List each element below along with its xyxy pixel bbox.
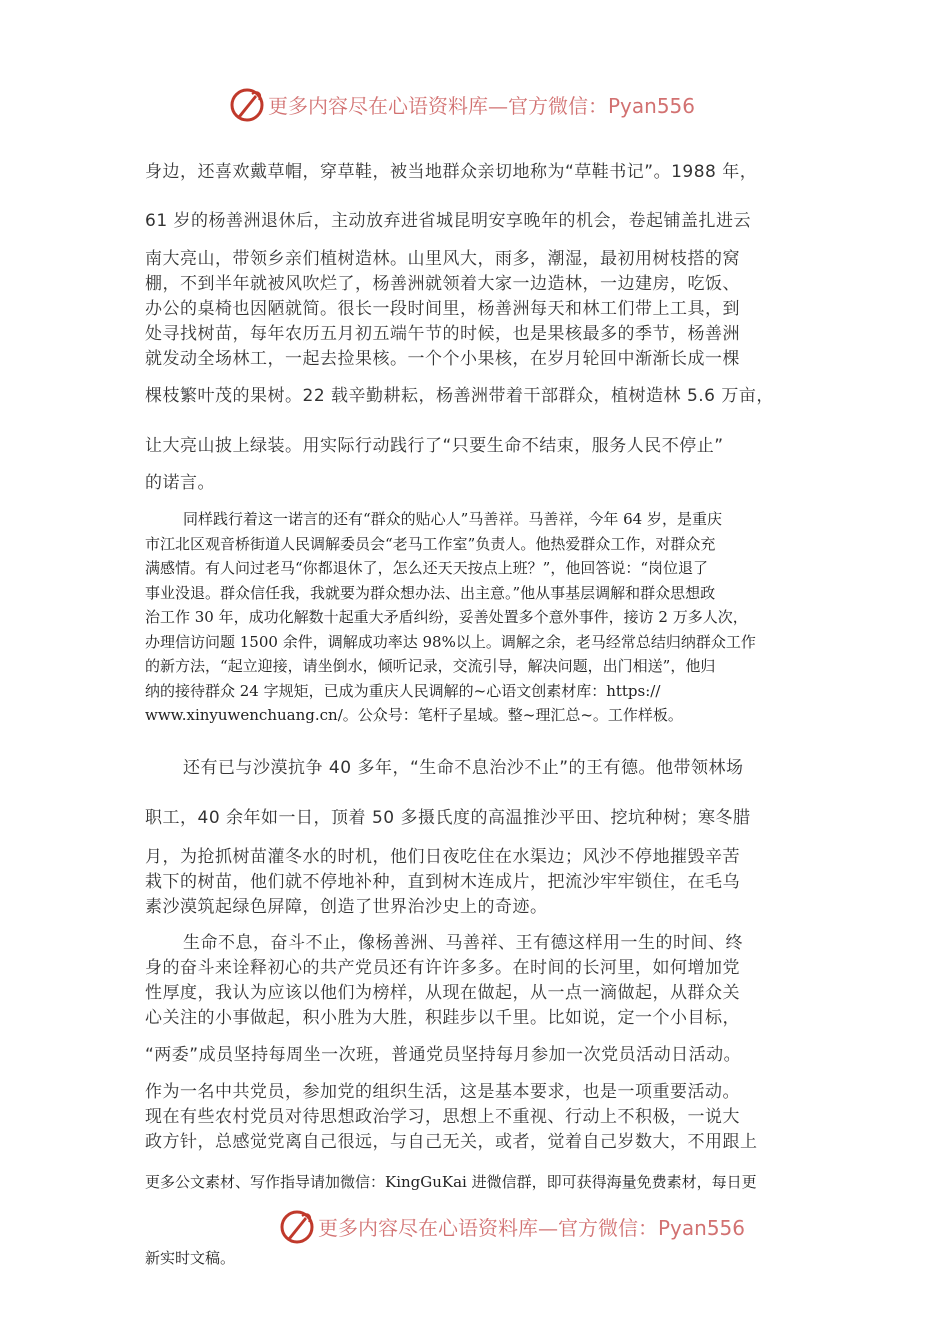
footer-watermark [0,1208,950,1248]
footer-line-2: 新实时文稿。 [145,1249,236,1267]
text-line: 南大亮山，带领乡亲们植树造林。山里风大，雨多，潮湿，最初用树枝搭的窝 [145,249,740,269]
text-line: 满感情。有人问过老马“你都退休了，怎么还天天按点上班？”，他回答说：“岗位退了 [145,559,709,577]
text-line: www.xinyuwenchuang.cn/。公众号：笔杆子星域。整~理汇总~。工作样板。 [145,706,683,724]
header-dash: — [488,94,508,118]
text-line: 纳的接待群众 24 字规矩，已成为重庆人民调解的~心语文创素材库：https:// [145,682,661,700]
footer-wechat-id: Pyan556 [658,1216,746,1240]
quill-logo-icon [278,1208,316,1246]
text-line: 办理信访问题 1500 余件，调解成功率达 98%以上。调解之余，老马经常总结归纳群众工作 [145,633,756,651]
text-line: 作为一名中共党员，参加党的组织生活，这是基本要求，也是一项重要活动。 [145,1082,740,1102]
text-line: 处寻找树苗，每年农历五月初五端午节的时候，也是果核最多的季节，杨善洲 [145,324,740,344]
text-line: 栽下的树苗，他们就不停地补种，直到树木连成片，把流沙牢牢锁住，在毛乌 [145,872,740,892]
header-watermark [0,86,950,126]
text-line: 现在有些农村党员对待思想政治学习，思想上不重视、行动上不积极，一说大 [145,1107,740,1127]
text-line: 事业没退。群众信任我，我就要为群众想办法、出主意。”他从事基层调解和群众思想政 [145,584,716,602]
text-line: 身边，还喜欢戴草帽，穿草鞋，被当地群众亲切地称为“草鞋书记”。1988 年， [145,162,758,182]
text-line: 市江北区观音桥街道人民调解委员会“老马工作室”负责人。他热爱群众工作，对群众充 [145,535,716,553]
footer-watermark-text [318,1212,745,1241]
text-line: 还有已与沙漠抗争 40 多年，“生命不息治沙不止”的王有德。他带领林场 [183,758,744,778]
footer-wechat-label: 官方微信： [558,1216,658,1240]
text-line: 棵枝繁叶茂的果树。22 载辛勤耕耘，杨善洲带着干部群众，植树造林 5.6 万亩， [145,386,774,406]
text-line: 职工，40 余年如一日，顶着 50 多摄氏度的高温推沙平田、挖坑种树；寒冬腊 [145,808,751,828]
text-line: “两委”成员坚持每周坐一次班，普通党员坚持每月参加一次党员活动日活动。 [145,1045,742,1065]
text-line: 素沙漠筑起绿色屏障，创造了世界治沙史上的奇迹。 [145,897,548,917]
text-line: 治工作 30 年，成功化解数十起重大矛盾纠纷，妥善处置多个意外事件，接访 2 万多人次， [145,608,748,626]
text-line: 的新方法，“起立迎接，请坐倒水，倾听记录，交流引导，解决问题，出门相送”，他归 [145,657,716,675]
text-line: 办公的桌椅也因陋就简。很长一段时间里，杨善洲每天和林工们带上工具，到 [145,299,740,319]
text-line: 性厚度，我认为应该以他们为榜样，从现在做起，从一点一滴做起，从群众关 [145,983,740,1003]
text-line: 同样践行着这一诺言的还有“群众的贴心人”马善祥。马善祥，今年 64 岁，是重庆 [183,510,722,528]
footer-line-1: 更多公文素材、写作指导请加微信：KingGuKai 进微信群，即可获得海量免费素材，每日更 [145,1173,757,1191]
text-line: 棚，不到半年就被风吹烂了，杨善洲就领着大家一边造林，一边建房，吃饭、 [145,274,740,294]
text-line: 的诺言。 [145,473,215,493]
text-line: 61 岁的杨善洲退休后，主动放弃进省城昆明安享晚年的机会，卷起铺盖扎进云 [145,211,752,231]
text-line: 让大亮山披上绿装。用实际行动践行了“只要生命不结束，服务人民不停止” [145,436,724,456]
footer-brand: 更多内容尽在心语资料库 [318,1216,538,1240]
text-line: 生命不息，奋斗不止，像杨善洲、马善祥、王有德这样用一生的时间、终 [183,933,743,953]
text-line: 月，为抢抓树苗灌冬水的时机，他们日夜吃住在水渠边；风沙不停地摧毁辛苦 [145,847,740,867]
text-line: 身的奋斗来诠释初心的共产党员还有许许多多。在时间的长河里，如何增加党 [145,958,740,978]
text-line: 心关注的小事做起，积小胜为大胜，积跬步以千里。比如说，定一个小目标， [145,1008,740,1028]
header-text [268,90,695,119]
header-wechat-label: 官方微信： [508,94,608,118]
quill-logo-icon [228,86,266,124]
header-brand: 更多内容尽在心语资料库 [268,94,488,118]
header-wechat-id: Pyan556 [608,94,696,118]
text-line: 政方针，总感觉党离自己很远，与自己无关，或者，觉着自己岁数大，不用跟上 [145,1132,758,1152]
text-line: 就发动全场林工，一起去捡果核。一个个小果核，在岁月轮回中渐渐长成一棵 [145,349,740,369]
footer-dash: — [538,1216,558,1240]
